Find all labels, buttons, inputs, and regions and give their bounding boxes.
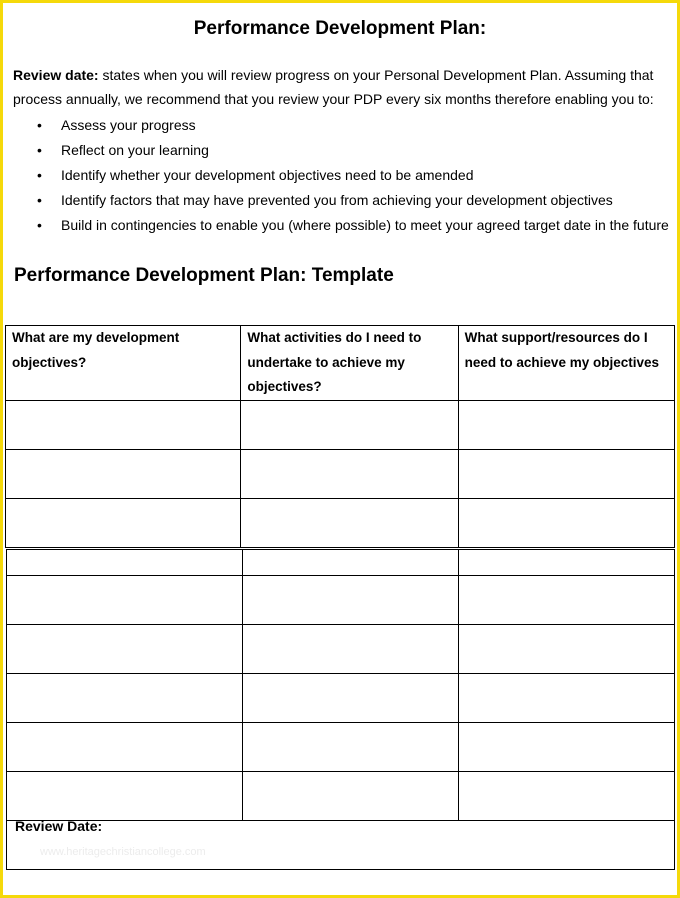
template-title: Performance Development Plan: Template: [14, 265, 394, 286]
bullet-list: [37, 113, 669, 238]
table-cell[interactable]: [459, 674, 675, 723]
table-cell[interactable]: [243, 576, 459, 625]
table-cell[interactable]: [7, 674, 243, 723]
review-date-label: Review date:: [13, 67, 99, 83]
table-row: [6, 400, 675, 449]
bullet-icon: •: [37, 192, 42, 208]
table-row: [7, 723, 675, 772]
column-header-activities: What activities do I need to undertake to achieve my objectives?: [241, 326, 458, 401]
intro-text: states when you will review progress on your Personal Development Plan. Assuming that process annually, we recommend that you review your PDP every six months therefore enabling you to:: [13, 67, 654, 107]
table-cell[interactable]: [243, 625, 459, 674]
table-cell[interactable]: [459, 723, 675, 772]
review-date-field-label: Review Date:: [15, 818, 103, 834]
table-header-row: [6, 326, 675, 401]
intro-paragraph: [13, 63, 663, 111]
table-row: [6, 498, 675, 547]
table-cell[interactable]: [243, 550, 459, 576]
table-cell[interactable]: [459, 550, 675, 576]
table-cell[interactable]: [7, 550, 243, 576]
list-item: • Build in contingencies to enable you (where possible) to meet your agreed target date in the future: [37, 213, 669, 238]
column-header-support: What support/resources do I need to achieve my objectives: [458, 326, 674, 401]
table-cell[interactable]: [6, 400, 241, 449]
list-item: • Identify factors that may have prevented you from achieving your development objectives: [37, 188, 669, 213]
list-item: • Assess your progress: [37, 113, 669, 138]
table-cell[interactable]: [243, 723, 459, 772]
table-cell[interactable]: [7, 723, 243, 772]
bullet-icon: •: [37, 217, 42, 233]
bullet-icon: •: [37, 167, 42, 183]
table-cell[interactable]: [458, 400, 674, 449]
plan-table-top: [5, 325, 675, 548]
table-row: [6, 449, 675, 498]
table-cell[interactable]: [6, 449, 241, 498]
page-title: Performance Development Plan:: [193, 18, 487, 39]
table-row: [7, 576, 675, 625]
table-cell[interactable]: [459, 625, 675, 674]
bullet-icon: •: [37, 117, 42, 133]
plan-table-bottom: [6, 549, 675, 870]
watermark: www.heritagechristiancollege.com: [40, 846, 206, 858]
table-cell[interactable]: [243, 772, 459, 821]
list-item: • Reflect on your learning: [37, 138, 669, 163]
table-cell[interactable]: [7, 772, 243, 821]
list-item: • Identify whether your development objectives need to be amended: [37, 163, 669, 188]
review-date-row: [7, 821, 675, 870]
table-cell[interactable]: [241, 449, 458, 498]
column-header-objectives: What are my development objectives?: [6, 326, 241, 401]
table-row: [7, 625, 675, 674]
table-row: [7, 674, 675, 723]
table-cell[interactable]: [458, 498, 674, 547]
table-cell[interactable]: [7, 625, 243, 674]
table-cell[interactable]: [459, 576, 675, 625]
table-cell[interactable]: [241, 498, 458, 547]
table-cell[interactable]: [241, 400, 458, 449]
table-cell[interactable]: [458, 449, 674, 498]
bullet-icon: •: [37, 142, 42, 158]
table-cell[interactable]: [6, 498, 241, 547]
review-date-cell[interactable]: [7, 821, 675, 870]
table-cell[interactable]: [459, 772, 675, 821]
table-cell[interactable]: [243, 674, 459, 723]
table-row: [7, 772, 675, 821]
table-cell[interactable]: [7, 576, 243, 625]
table-row: [7, 550, 675, 576]
